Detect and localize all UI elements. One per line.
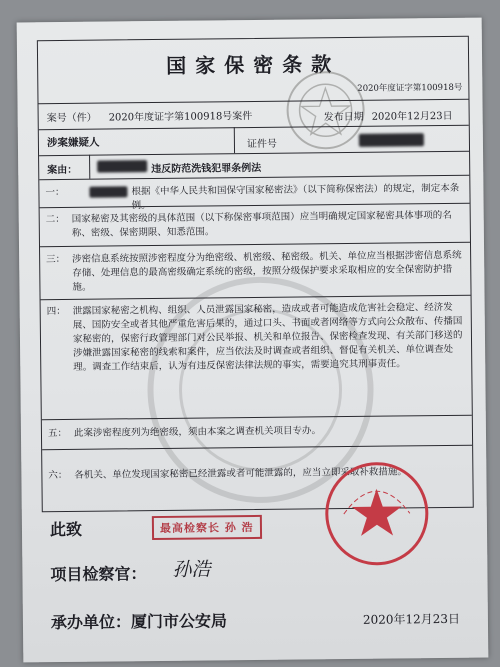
section-3-text: 涉密信息系统按照涉密程度分为绝密级、机密级、秘密级。机关、单位应当根据涉密信息系统存储、处理信息的最高密级确定系统的密级，按照分级保护要求采取相应的安全保密防护措施。 bbox=[72, 249, 462, 293]
row-divider-6 bbox=[41, 295, 471, 301]
suspect-divider bbox=[234, 127, 235, 153]
section-5-number: 五： bbox=[47, 427, 68, 440]
section-4-number: 四： bbox=[46, 305, 66, 318]
publish-date-label: 发布日期 bbox=[323, 111, 364, 124]
row-divider-5 bbox=[40, 242, 470, 248]
bottom-date: 2020年12月23日 bbox=[362, 611, 461, 627]
row-divider-7 bbox=[42, 415, 472, 421]
prosecutor-signature: 孙浩 bbox=[172, 558, 211, 581]
id-redaction bbox=[359, 133, 424, 147]
handling-unit: 承办单位：厦门市公安局 bbox=[50, 611, 228, 633]
section-3-number: 三： bbox=[46, 253, 66, 266]
document-frame bbox=[37, 36, 474, 512]
section-2-number: 二： bbox=[45, 213, 65, 226]
id-label: 证件号 bbox=[246, 138, 278, 151]
suspect-label: 涉案嫌疑人 bbox=[46, 136, 100, 150]
row-divider-8 bbox=[42, 445, 472, 451]
section-1-redaction bbox=[89, 186, 127, 197]
document-title: 国家保密条款 bbox=[165, 52, 341, 78]
header-divider bbox=[39, 99, 469, 105]
case-no-value: 2020年度证字第100918号案件 bbox=[108, 110, 253, 124]
official-red-seal-icon bbox=[321, 458, 432, 569]
section-5-text: 此案涉密程度列为绝密级，须由本案之调查机关项目专办。 bbox=[73, 425, 322, 439]
cause-label: 案由： bbox=[47, 164, 78, 177]
section-2-text: 国家秘密及其密级的具体范围（以下称保密事项范围）应当明确规定国家秘密具体事项的名称、密级、保密期限、知悉范围。 bbox=[71, 209, 452, 239]
cause-divider bbox=[89, 155, 90, 179]
top-reference: 2020年度证字第100918号 bbox=[357, 82, 463, 94]
chief-prosecutor-stamp: 最高检察长 孙 浩 bbox=[152, 515, 262, 540]
row-divider-1 bbox=[39, 125, 469, 131]
row-divider-3 bbox=[39, 175, 469, 181]
cause-redaction bbox=[97, 160, 147, 173]
section-4-text: 泄露国家秘密之机构、组织、人员泄露国家秘密，造成或者可能造成危害社会稳定、经济发展、国防安全或者其他严重危害后果的，通过口头、书面或者网络等方式向公众散布、传播国家秘密的，保密行政管理部门对公民举报、机关和单位报告、保密检查发现、有关部门移送的涉嫌泄露国家秘密的线索和案件，应当依法及时调查或者组织、督促有关机关、单位调查处理。调查工作结束后，认为有违反保密法律法规的事实，需要追究其刑事责任。 bbox=[72, 301, 463, 373]
section-6-text: 各机关、单位发现国家秘密已经泄露或者可能泄露的，应当立即采取补救措施。 bbox=[74, 466, 407, 481]
salutation: 此致 bbox=[49, 519, 83, 540]
prosecutor-label: 项目检察官： bbox=[50, 564, 147, 585]
case-no-label: 案号（件） bbox=[46, 112, 97, 125]
row-divider-2 bbox=[39, 151, 469, 157]
section-1-text: 根据《中华人民共和国保守国家秘密法》（以下简称保密法）的规定，制定本条例。 bbox=[131, 182, 460, 212]
section-1-number: 一： bbox=[45, 186, 65, 199]
section-6-number: 六： bbox=[48, 469, 68, 482]
publish-date-value: 2020年12月23日 bbox=[371, 110, 453, 123]
cause-value: 违反防范洗钱犯罪条例法 bbox=[151, 162, 262, 176]
document-page bbox=[17, 18, 489, 663]
